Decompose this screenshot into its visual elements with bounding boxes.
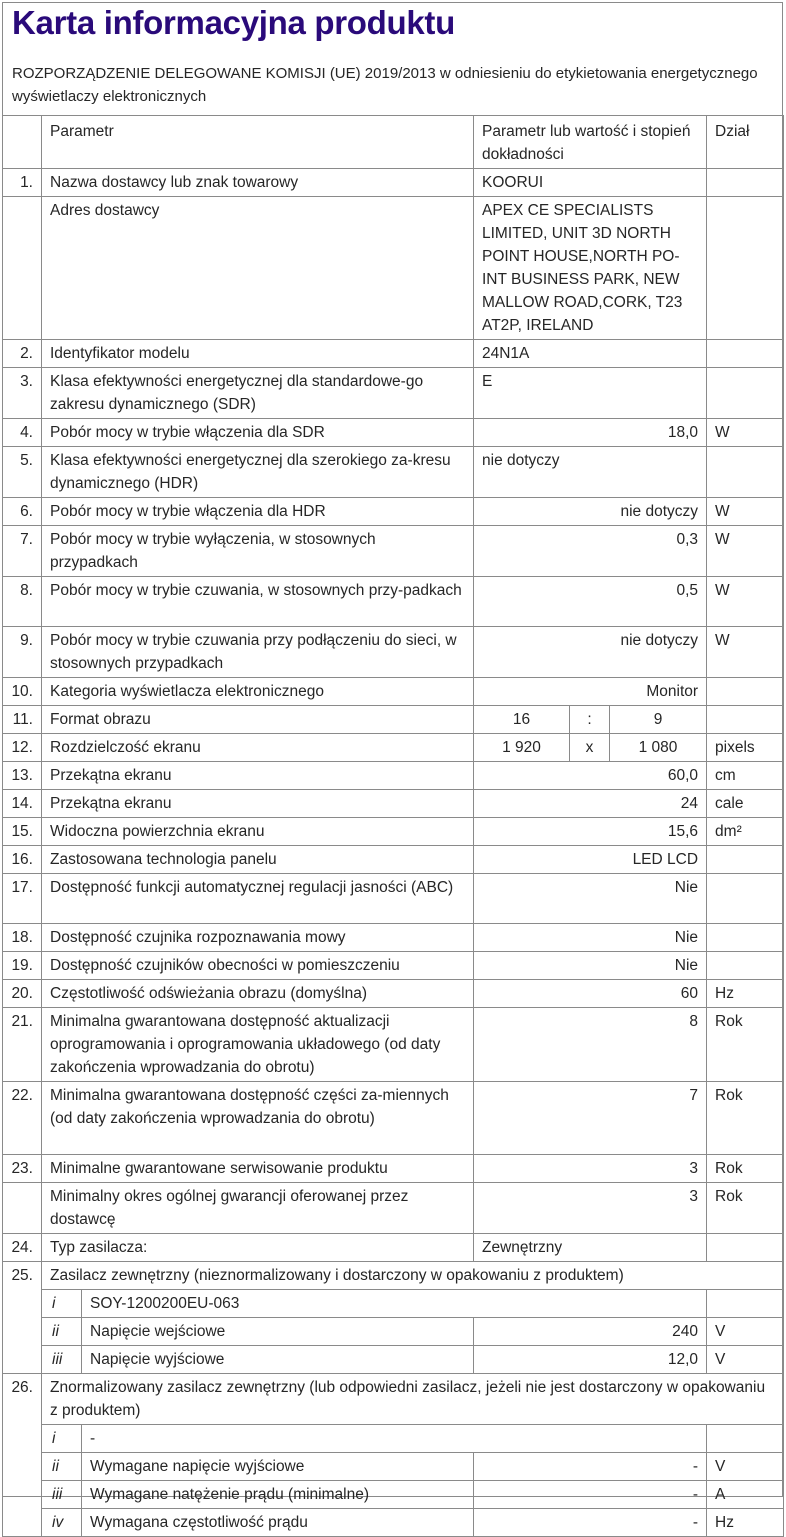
- row-parameter: Zastosowana technologia panelu: [42, 846, 474, 874]
- row-parameter: Adres dostawcy: [42, 197, 474, 340]
- row-unit: Rok: [707, 1008, 784, 1082]
- table-row: [3, 419, 784, 447]
- sub-row-label: Wymagana częstotliwość prądu: [82, 1509, 474, 1537]
- row-value: 18,0: [474, 419, 707, 447]
- sub-row-index: iv: [42, 1509, 82, 1537]
- sub-row-label: SOY-1200200EU-063: [82, 1290, 707, 1318]
- row-value: 60,0: [474, 762, 707, 790]
- sub-row-unit: Hz: [707, 1509, 784, 1537]
- row-number: 24.: [3, 1234, 42, 1262]
- table-row: [3, 340, 784, 368]
- row-value: E: [474, 368, 707, 419]
- row-unit: [707, 169, 784, 197]
- row-value: nie dotyczy: [474, 447, 707, 498]
- row-unit: W: [707, 419, 784, 447]
- row-number: 25.: [3, 1262, 42, 1374]
- row-unit: [707, 447, 784, 498]
- table-row: [3, 706, 784, 734]
- sub-row-label: Wymagane napięcie wyjściowe: [82, 1453, 474, 1481]
- row-parameter: Minimalne gwarantowane serwisowanie produktu: [42, 1155, 474, 1183]
- row-unit: dm²: [707, 818, 784, 846]
- row-parameter: Dostępność czujnika rozpoznawania mowy: [42, 924, 474, 952]
- row-unit: [707, 952, 784, 980]
- row-parameter: Kategoria wyświetlacza elektronicznego: [42, 678, 474, 706]
- row-unit: Hz: [707, 980, 784, 1008]
- row-parameter: Częstotliwość odświeżania obrazu (domyślna): [42, 980, 474, 1008]
- sub-row-unit: V: [707, 1346, 784, 1374]
- row-value: 15,6: [474, 818, 707, 846]
- row-value: 7: [474, 1082, 707, 1155]
- sub-row: [3, 1453, 784, 1481]
- sub-row-index: iii: [42, 1481, 82, 1509]
- row-parameter: Minimalny okres ogólnej gwarancji oferowanej przez dostawcę: [42, 1183, 474, 1234]
- row-number: 21.: [3, 1008, 42, 1082]
- row-parameter: Dostępność czujników obecności w pomieszczeniu: [42, 952, 474, 980]
- sub-row-index: i: [42, 1425, 82, 1453]
- row-number: 26.: [3, 1374, 42, 1537]
- row-value: 3: [474, 1155, 707, 1183]
- row-unit: [707, 340, 784, 368]
- row-unit: Rok: [707, 1183, 784, 1234]
- row-unit: cale: [707, 790, 784, 818]
- table-row: [3, 577, 784, 627]
- sub-row: [3, 1346, 784, 1374]
- row-number: 17.: [3, 874, 42, 924]
- row-parameter: Klasa efektywności energetycznej dla szerokiego za-kresu dynamicznego (HDR): [42, 447, 474, 498]
- psu-external-header-row: [3, 1262, 784, 1290]
- row-parameter: Pobór mocy w trybie czuwania przy podłączeniu do sieci, w stosownych przypadkach: [42, 627, 474, 678]
- row-parameter: Klasa efektywności energetycznej dla standardowe-go zakresu dynamicznego (SDR): [42, 368, 474, 419]
- row-number: 12.: [3, 734, 42, 762]
- table-row: [3, 627, 784, 678]
- table-row: [3, 1234, 784, 1262]
- sub-row-value: -: [474, 1509, 707, 1537]
- row-parameter: Rozdzielczość ekranu: [42, 734, 474, 762]
- sub-row-unit: A: [707, 1481, 784, 1509]
- row-value: 24N1A: [474, 340, 707, 368]
- row-parameter: Format obrazu: [42, 706, 474, 734]
- table-row: [3, 874, 784, 924]
- sub-row-unit: [707, 1290, 784, 1318]
- row-number: 2.: [3, 340, 42, 368]
- table-row: [3, 762, 784, 790]
- row-number: 22.: [3, 1082, 42, 1155]
- row-parameter: Nazwa dostawcy lub znak towarowy: [42, 169, 474, 197]
- row-number: 1.: [3, 169, 42, 197]
- row-number: 5.: [3, 447, 42, 498]
- row-unit: pixels: [707, 734, 784, 762]
- row-value: 8: [474, 1008, 707, 1082]
- table-row: [3, 846, 784, 874]
- sub-row-label: Napięcie wejściowe: [82, 1318, 474, 1346]
- sub-row-label: -: [82, 1425, 707, 1453]
- row-parameter: Minimalna gwarantowana dostępność aktualizacji oprogramowania i oprogramowania układowego (od daty zakończenia wprowadzania do obrotu): [42, 1008, 474, 1082]
- row-value: 60: [474, 980, 707, 1008]
- row-value-separator: :: [570, 706, 610, 734]
- sub-row-index: ii: [42, 1453, 82, 1481]
- header-parameter: Parametr: [42, 116, 474, 169]
- row-unit: [707, 846, 784, 874]
- row-value: APEX CE SPECIALISTS LIMITED, UNIT 3D NORTH POINT HOUSE,NORTH PO-INT BUSINESS PARK, NEW MALLOW ROAD,CORK, T23 AT2P, IRELAND: [474, 197, 707, 340]
- table-row: [3, 1008, 784, 1082]
- sub-row-unit: V: [707, 1318, 784, 1346]
- table-row: [3, 197, 784, 340]
- row-parameter: Przekątna ekranu: [42, 762, 474, 790]
- sub-row: [3, 1509, 784, 1537]
- sub-row-value: 240: [474, 1318, 707, 1346]
- row-unit: W: [707, 577, 784, 627]
- row-number: 3.: [3, 368, 42, 419]
- row-value: 3: [474, 1183, 707, 1234]
- row-parameter: Minimalna gwarantowana dostępność części za-miennych (od daty zakończenia wprowadzania do obrotu): [42, 1082, 474, 1155]
- row-parameter: Znormalizowany zasilacz zewnętrzny (lub odpowiedni zasilacz, jeżeli nie jest dostarczony w opakowaniu z produktem): [42, 1374, 784, 1425]
- row-value: Nie: [474, 874, 707, 924]
- row-number: 4.: [3, 419, 42, 447]
- row-value: LED LCD: [474, 846, 707, 874]
- row-number: [3, 1183, 42, 1234]
- row-unit: [707, 368, 784, 419]
- sub-row: [3, 1425, 784, 1453]
- row-parameter: Pobór mocy w trybie czuwania, w stosownych przy-padkach: [42, 577, 474, 627]
- table-header-row: [3, 116, 784, 169]
- row-number: 23.: [3, 1155, 42, 1183]
- row-parameter: Typ zasilacza:: [42, 1234, 474, 1262]
- sub-row: [3, 1318, 784, 1346]
- sub-row-index: iii: [42, 1346, 82, 1374]
- page-title: Karta informacyjna produktu: [12, 4, 455, 41]
- sub-row-value: -: [474, 1453, 707, 1481]
- table-row: [3, 952, 784, 980]
- row-parameter: Identyfikator modelu: [42, 340, 474, 368]
- row-value: nie dotyczy: [474, 627, 707, 678]
- table-row: [3, 1155, 784, 1183]
- row-value: 0,3: [474, 526, 707, 577]
- row-number: 15.: [3, 818, 42, 846]
- row-value-b: 1 080: [610, 734, 707, 762]
- table-row: [3, 924, 784, 952]
- table-row: [3, 734, 784, 762]
- product-info-table: [2, 115, 784, 1537]
- row-number: 6.: [3, 498, 42, 526]
- row-number: 11.: [3, 706, 42, 734]
- regulation-subtitle: ROZPORZĄDZENIE DELEGOWANE KOMISJI (UE) 2019/2013 w odniesieniu do etykietowania energetycznego wyświetlaczy elektronicznych: [12, 65, 758, 105]
- sub-row-value: 12,0: [474, 1346, 707, 1374]
- row-unit: W: [707, 627, 784, 678]
- row-value-separator: x: [570, 734, 610, 762]
- row-number: 13.: [3, 762, 42, 790]
- row-value: Nie: [474, 924, 707, 952]
- row-value-a: 1 920: [474, 734, 570, 762]
- sub-row-label: Napięcie wyjściowe: [82, 1346, 474, 1374]
- row-parameter: Pobór mocy w trybie wyłączenia, w stosownych przypadkach: [42, 526, 474, 577]
- row-value: Nie: [474, 952, 707, 980]
- header-no-cell: [3, 116, 42, 169]
- row-unit: [707, 924, 784, 952]
- row-unit: [707, 678, 784, 706]
- row-value: 0,5: [474, 577, 707, 627]
- table-row: [3, 980, 784, 1008]
- table-row: [3, 1082, 784, 1155]
- table-row: [3, 498, 784, 526]
- row-unit: [707, 197, 784, 340]
- table-row: [3, 1183, 784, 1234]
- sub-row-unit: [707, 1425, 784, 1453]
- sub-row-index: ii: [42, 1318, 82, 1346]
- sub-row-value: -: [474, 1481, 707, 1509]
- row-number: 16.: [3, 846, 42, 874]
- row-unit: [707, 1234, 784, 1262]
- table-row: [3, 818, 784, 846]
- row-value: KOORUI: [474, 169, 707, 197]
- row-parameter: Dostępność funkcji automatycznej regulacji jasności (ABC): [42, 874, 474, 924]
- row-number: 9.: [3, 627, 42, 678]
- row-value: 24: [474, 790, 707, 818]
- header-value: Parametr lub wartość i stopień dokładności: [474, 116, 707, 169]
- row-number: 19.: [3, 952, 42, 980]
- row-unit: Rok: [707, 1082, 784, 1155]
- table-row: [3, 678, 784, 706]
- psu-standard-header-row: [3, 1374, 784, 1425]
- sub-row: [3, 1481, 784, 1509]
- row-parameter: Pobór mocy w trybie włączenia dla SDR: [42, 419, 474, 447]
- row-parameter: Przekątna ekranu: [42, 790, 474, 818]
- row-parameter: Widoczna powierzchnia ekranu: [42, 818, 474, 846]
- sub-row-label: Wymagane natężenie prądu (minimalne): [82, 1481, 474, 1509]
- row-number: [3, 197, 42, 340]
- row-number: 14.: [3, 790, 42, 818]
- row-unit: W: [707, 498, 784, 526]
- header-unit: Dział: [707, 116, 784, 169]
- row-unit: W: [707, 526, 784, 577]
- row-number: 20.: [3, 980, 42, 1008]
- row-value: Zewnętrzny: [474, 1234, 707, 1262]
- row-unit: cm: [707, 762, 784, 790]
- sub-row: [3, 1290, 784, 1318]
- row-unit: [707, 706, 784, 734]
- row-number: 18.: [3, 924, 42, 952]
- row-value-b: 9: [610, 706, 707, 734]
- row-parameter: Zasilacz zewnętrzny (nieznormalizowany i dostarczony w opakowaniu z produktem): [42, 1262, 784, 1290]
- row-unit: Rok: [707, 1155, 784, 1183]
- row-value: nie dotyczy: [474, 498, 707, 526]
- row-unit: [707, 874, 784, 924]
- row-number: 10.: [3, 678, 42, 706]
- row-value: Monitor: [474, 678, 707, 706]
- row-number: 7.: [3, 526, 42, 577]
- table-row: [3, 526, 784, 577]
- sub-row-index: i: [42, 1290, 82, 1318]
- row-parameter: Pobór mocy w trybie włączenia dla HDR: [42, 498, 474, 526]
- row-number: 8.: [3, 577, 42, 627]
- table-row: [3, 790, 784, 818]
- table-row: [3, 447, 784, 498]
- row-value-a: 16: [474, 706, 570, 734]
- sub-row-unit: V: [707, 1453, 784, 1481]
- table-row: [3, 169, 784, 197]
- table-row: [3, 368, 784, 419]
